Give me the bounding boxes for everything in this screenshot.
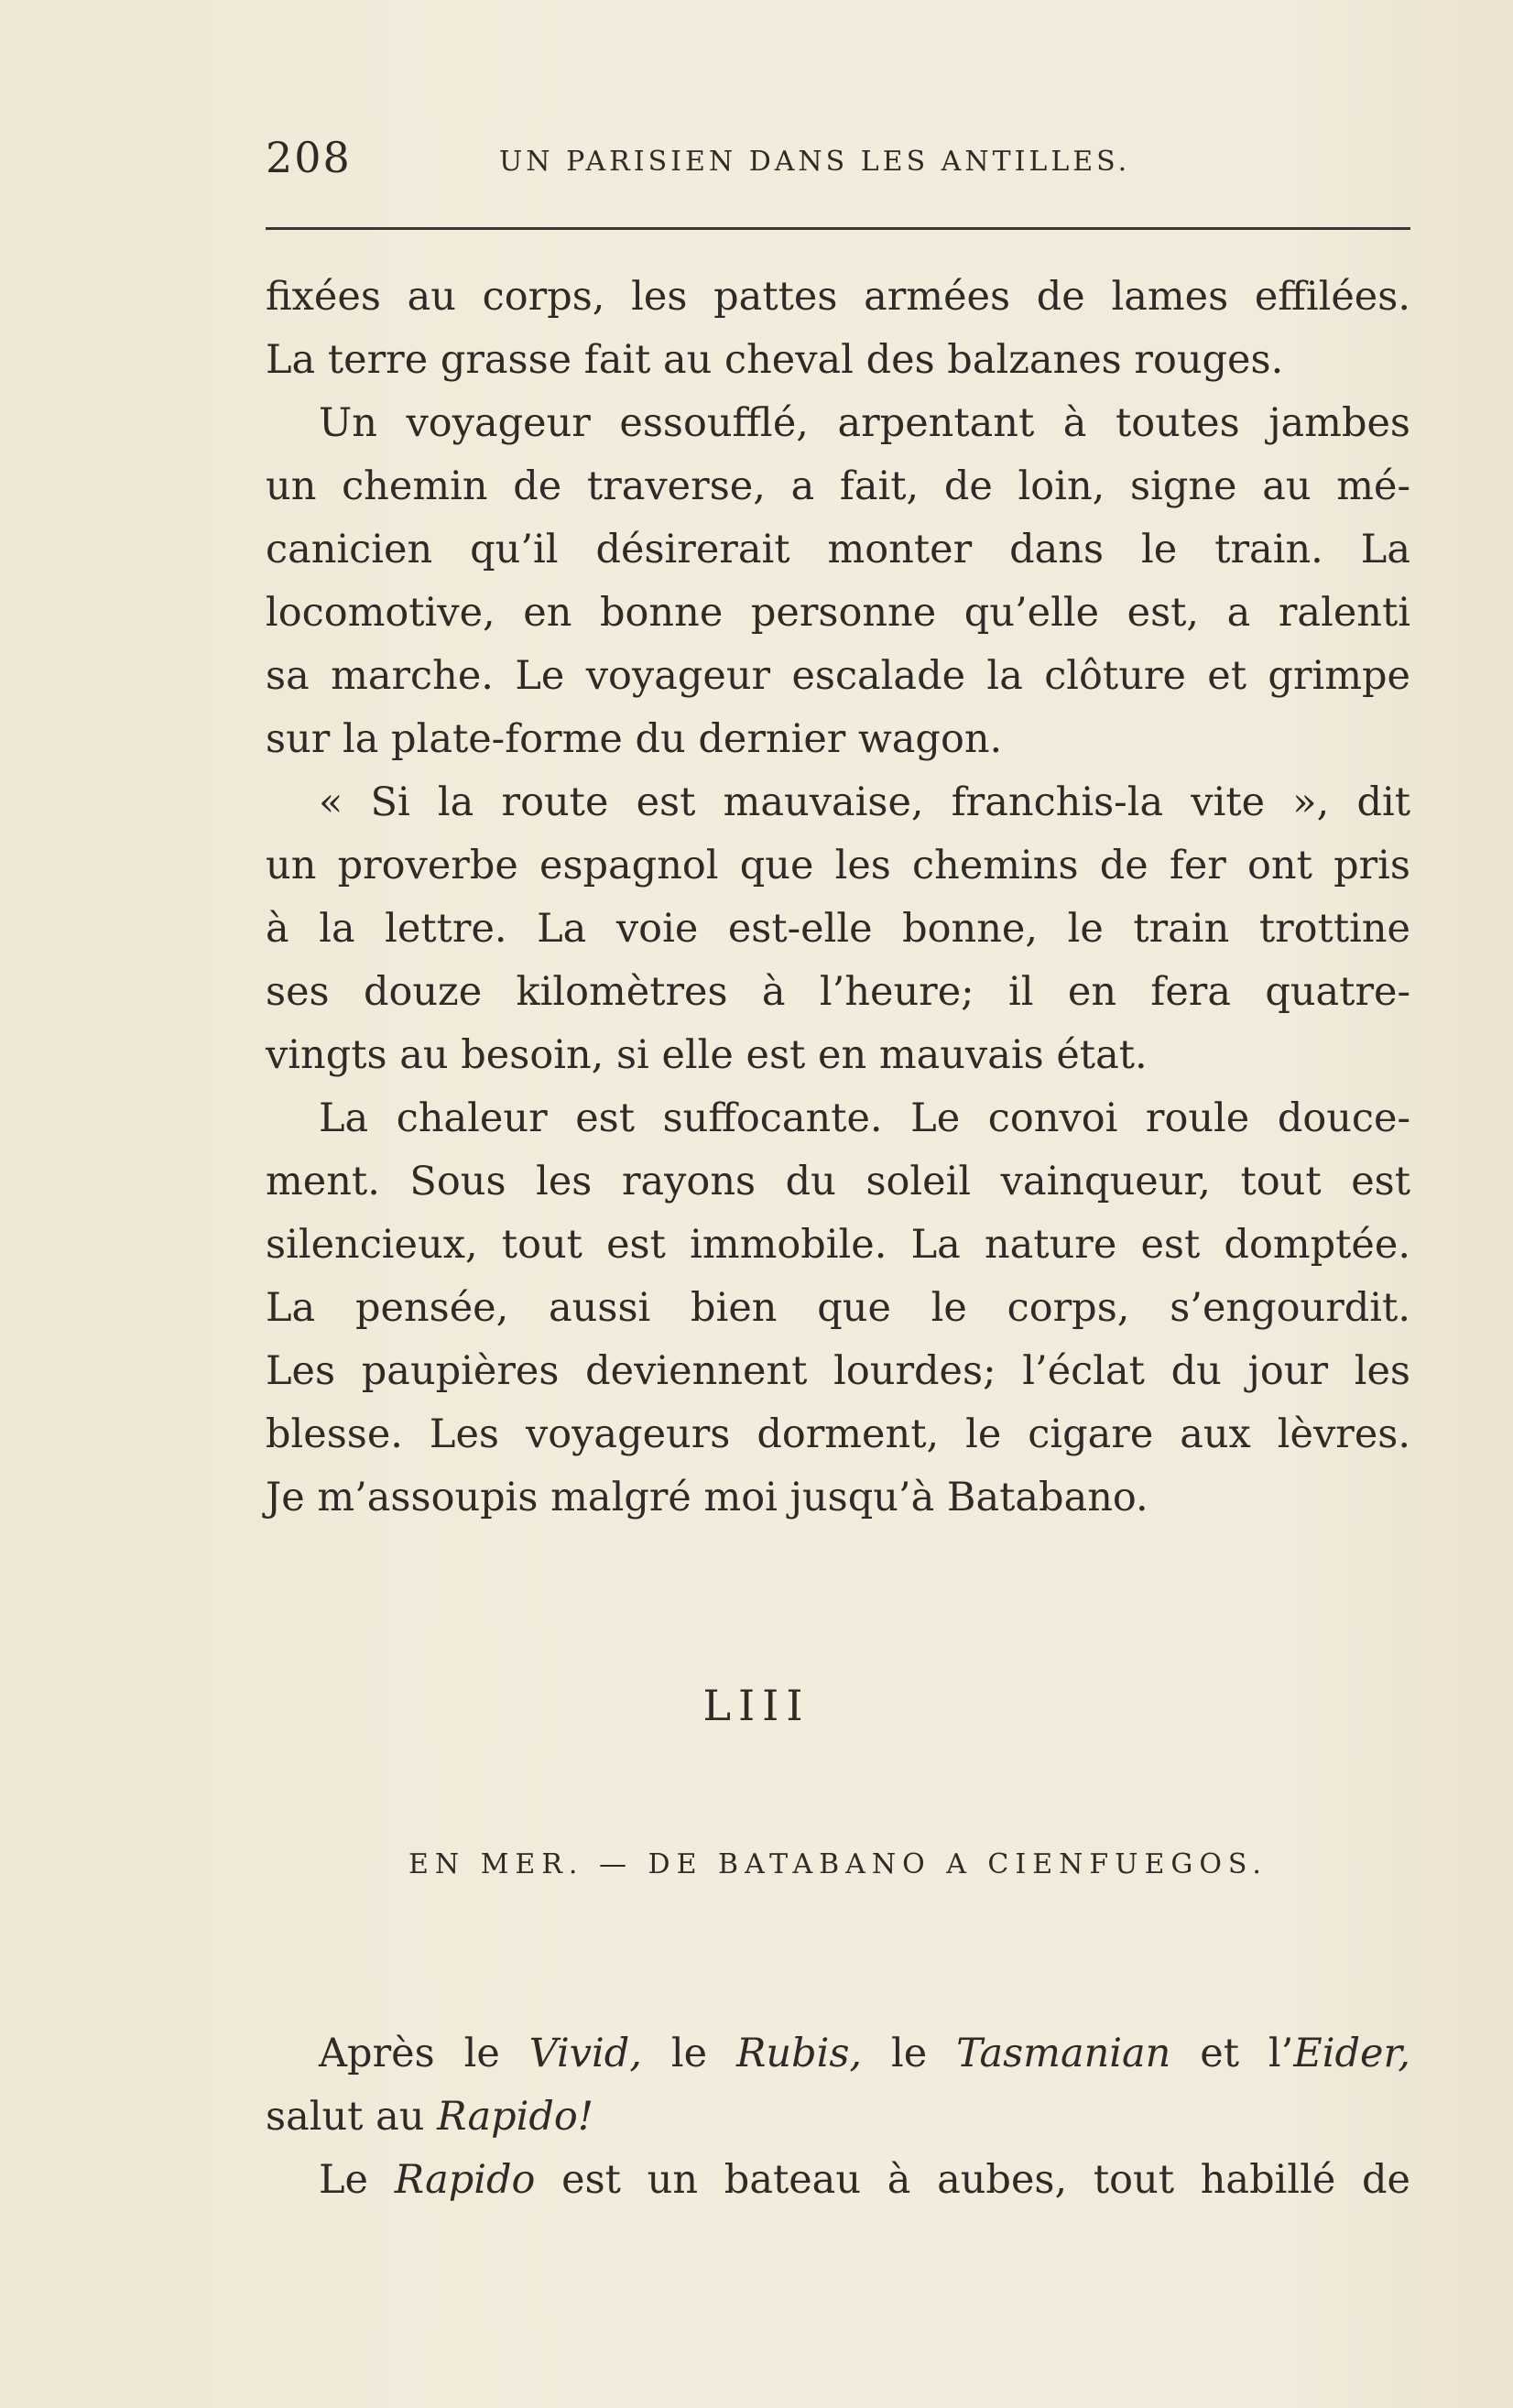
body-text — [266, 266, 1410, 1530]
text-line: ses douze kilomètres à l’heure; il en fera quatre- — [266, 969, 1410, 1015]
text-line: Un voyageur essoufflé, arpentant à toutes jambes — [319, 400, 1410, 446]
header-rule — [266, 227, 1410, 230]
text-line — [266, 2086, 1410, 2149]
text-line: sur la plate-forme du dernier wagon. — [266, 716, 1003, 762]
page-number: 208 — [266, 133, 352, 182]
ship-name: Eider, — [1293, 2031, 1410, 2076]
text-line — [266, 2022, 1410, 2086]
text-line: sa marche. Le voyageur escalade la clôture et grimpe — [266, 653, 1410, 699]
text-line: à la lettre. La voie est-elle bonne, le train trottine — [266, 906, 1410, 952]
ship-name: Rapido — [394, 2157, 536, 2203]
text-line: La chaleur est suffocante. Le convoi roule douce- — [319, 1095, 1410, 1141]
text-line: fixées au corps, les pattes armées de lames effilées. — [266, 274, 1410, 320]
text-line: canicien qu’il désirerait monter dans le train. La — [266, 527, 1410, 572]
ship-name: Rapido! — [437, 2094, 594, 2140]
text-line: ment. Sous les rayons du soleil vainqueur, tout est — [266, 1159, 1410, 1204]
ship-name: Tasmanian — [956, 2031, 1171, 2076]
text-run: Le — [319, 2157, 395, 2203]
text-run: et l’ — [1170, 2031, 1294, 2076]
running-title: UN PARISIEN DANS LES ANTILLES. — [499, 146, 1131, 178]
text-line: « Si la route est mauvaise, franchis-la vite », dit — [319, 779, 1410, 825]
text-line: blesse. Les voyageurs dorment, le cigare aux lèvres. — [266, 1411, 1410, 1457]
text-line: vingts au besoin, si elle est en mauvais état. — [266, 1032, 1148, 1078]
text-line: locomotive, en bonne personne qu’elle est, a ralenti — [266, 590, 1410, 636]
text-run: salut au — [266, 2094, 438, 2140]
chapter-number: LIII — [702, 1681, 811, 1730]
text-line: Je m’assoupis malgré moi jusqu’à Batabano. — [266, 1475, 1148, 1520]
text-line: un chemin de traverse, a fait, de loin, signe au mé- — [266, 463, 1410, 509]
chapter-title: EN MER. — DE BATABANO A CIENFUEGOS. — [408, 1848, 1268, 1880]
text-run: le — [641, 2031, 737, 2076]
chapter-body-text — [266, 2022, 1410, 2212]
text-line: La pensée, aussi bien que le corps, s’engourdit. — [266, 1285, 1410, 1331]
text-run: est un bateau à aubes, tout habillé de — [535, 2157, 1410, 2203]
ship-name: Rubis, — [736, 2031, 863, 2076]
text-line: un proverbe espagnol que les chemins de fer ont pris — [266, 843, 1410, 888]
running-head — [266, 133, 1410, 206]
text-line — [266, 2149, 1410, 2212]
text-line: La terre grasse fait au cheval des balzanes rouges. — [266, 337, 1284, 383]
text-run: Après le — [319, 2031, 529, 2076]
text-line: Les paupières deviennent lourdes; l’éclat du jour les — [266, 1348, 1410, 1394]
text-run: le — [862, 2031, 957, 2076]
text-line: silencieux, tout est immobile. La nature est domptée. — [266, 1222, 1410, 1268]
ship-name: Vivid, — [528, 2031, 642, 2076]
